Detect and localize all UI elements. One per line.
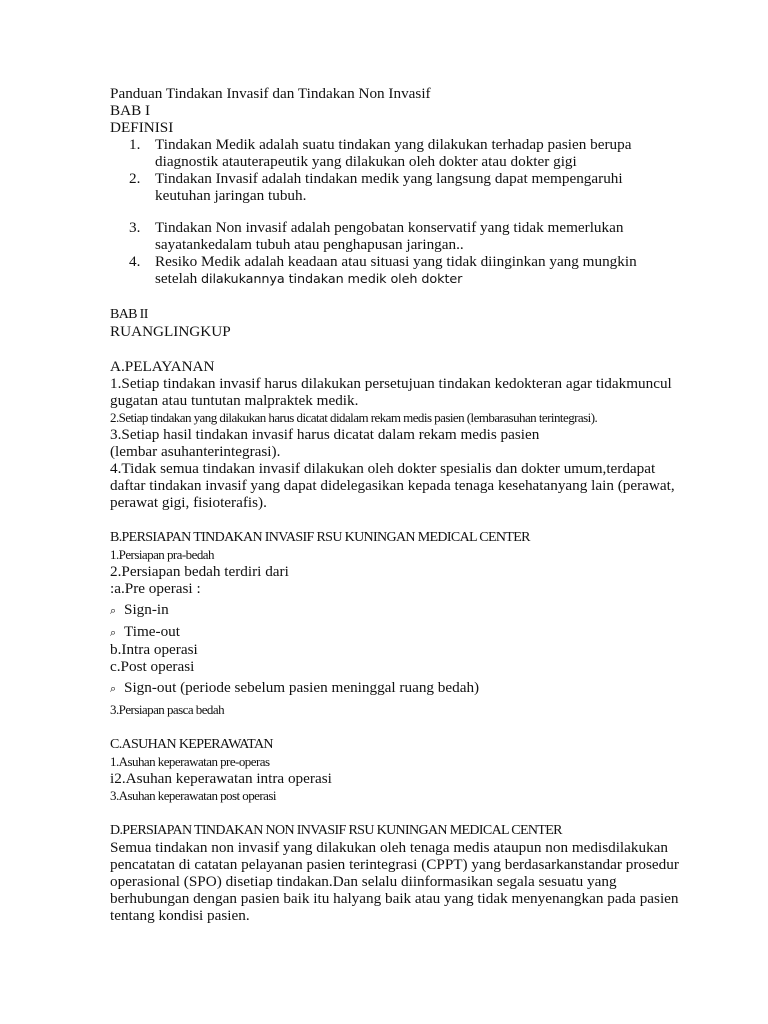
definition-item [110,136,695,170]
checklist-label: Time-out [124,623,180,640]
checklist-item [110,679,695,697]
bab2-heading: BAB II [110,307,148,322]
search-bullet-icon: ⌕ [110,682,117,695]
section-b-line: 2.Persiapan bedah terdiri dari [110,563,289,580]
spacer [110,288,695,306]
spacer [110,511,695,529]
section-a-line: 2.Setiap tindakan yang dilakukan harus dicatat didalam rekam medis pasien (lembarasuhan terintegrasi). [110,410,598,425]
item-line: Tindakan Non invasif adalah pengobatan konservatif yang tidak memerlukan [155,219,624,236]
definition-item [110,253,695,288]
document-title: Panduan Tindakan Invasif dan Tindakan Non Invasif [110,85,431,102]
item-line: diagnostik atauterapeutik yang dilakukan oleh dokter atau dokter gigi [155,153,577,170]
section-b-line: c.Post operasi [110,658,195,675]
item-line: Resiko Medik adalah keadaan atau situasi yang tidak diinginkan yang mungkin [155,253,637,270]
spacer [110,718,695,736]
item-line-sans: dilakukannya tindakan medik oleh dokter [200,272,463,287]
checklist-label: Sign-out (periode sebelum pasien meninggal ruang bedah) [124,679,480,696]
section-b-line: 3.Persiapan pasca bedah [110,702,225,717]
item-line: keutuhan jaringan tubuh. [155,187,307,204]
item-number: 2. [129,170,141,187]
section-d-line: operasional (SPO) disetiap tindakan.Dan selalu diinformasikan segala sesuatu yang [110,873,617,890]
section-d-line: tentang kondisi pasien. [110,907,250,924]
section-a-line: perawat gigi, fisioterafis). [110,494,267,511]
document-body [110,85,695,924]
bab1-subheading: DEFINISI [110,119,174,136]
item-number: 1. [129,136,141,153]
item-line: sayatankedalam tubuh atau penghapusan jaringan.. [155,236,464,253]
item-line-serif: setelah [155,270,201,287]
section-b-line: b.Intra operasi [110,641,198,658]
search-bullet-icon: ⌕ [110,626,117,639]
section-d-line: Semua tindakan non invasif yang dilakukan oleh tenaga medis ataupun non medisdilakukan [110,839,669,856]
bab2-subheading: RUANGLINGKUP [110,323,231,340]
section-a-line: (lembar asuhanterintegrasi). [110,443,281,460]
section-c-line: i2.Asuhan keperawatan intra operasi [110,770,332,787]
section-b-heading: B.PERSIAPAN TINDAKAN INVASIF RSU KUNINGAN MEDICAL CENTER [110,530,530,545]
section-d-heading: D.PERSIAPAN TINDAKAN NON INVASIF RSU KUNINGAN MEDICAL CENTER [110,823,562,838]
section-a-line: daftar tindakan invasif yang dapat didelegasikan kepada tenaga kesehatanyang lain (perawat, [110,477,675,494]
section-a-line: 4.Tidak semua tindakan invasif dilakukan oleh dokter spesialis dan dokter umum,terdapat [110,460,656,477]
spacer [110,340,695,358]
definition-list [110,136,695,288]
checklist-label: Sign-in [124,601,169,618]
item-number: 3. [129,219,141,236]
section-d-line: berhubungan dengan pasien baik itu halyang baik atau yang tidak menyenangkan pada pasien [110,890,679,907]
section-a-line: gugatan atau tuntutan malpraktek medik. [110,392,359,409]
item-line [155,270,695,288]
section-a-line: 3.Setiap hasil tindakan invasif harus dicatat dalam rekam medis pasien [110,426,540,443]
item-line: Tindakan Invasif adalah tindakan medik yang langsung dapat mempengaruhi [155,170,623,187]
definition-item [110,170,695,204]
checklist-item [110,623,695,641]
item-line: Tindakan Medik adalah suatu tindakan yang dilakukan terhadap pasien berupa [155,136,632,153]
spacer [110,804,695,822]
section-c-line: 1.Asuhan keperawatan pre-operas [110,754,270,769]
section-c-heading: C.ASUHAN KEPERAWATAN [110,737,273,752]
section-a-heading: A.PELAYANAN [110,358,215,375]
section-b-line: :a.Pre operasi : [110,580,201,597]
checklist-item [110,601,695,619]
section-b-line: 1.Persiapan pra-bedah [110,547,214,562]
item-number: 4. [129,253,141,270]
spacer [110,204,695,219]
section-d-line: pencatatan di catatan pelayanan pasien terintegrasi (CPPT) yang berdasarkanstandar prosedur [110,856,679,873]
definition-item [110,219,695,253]
section-a-line: 1.Setiap tindakan invasif harus dilakukan persetujuan tindakan kedokteran agar tidakmuncul [110,375,672,392]
section-c-line: 3.Asuhan keperawatan post operasi [110,788,276,803]
bab1-heading: BAB I [110,102,151,119]
search-bullet-icon: ⌕ [110,604,117,617]
